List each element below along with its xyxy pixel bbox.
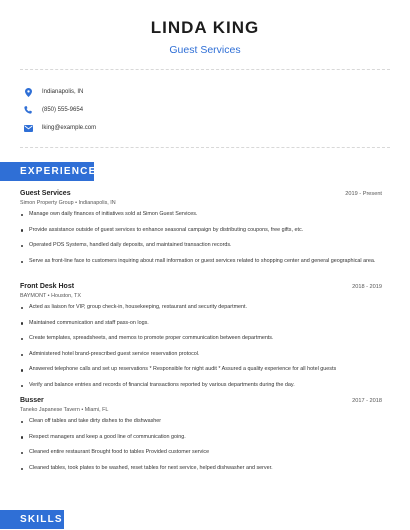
job-location: Miami, FL: [84, 407, 109, 413]
job-title: Busser: [20, 397, 44, 404]
email-text: lking@example.com: [42, 125, 97, 131]
bullet-item: Respect managers and keep a good line of communication going.: [20, 434, 382, 442]
job-meta: Simon Property Group • Indianapolis, IN: [20, 200, 116, 206]
resume-header: [0, 0, 410, 56]
bullet-item: Acted as liaison for VIP, group check-in, housekeeping, restaurant and security department.: [20, 304, 382, 312]
contact-location: [20, 83, 96, 101]
candidate-name: LINDA KING: [150, 18, 260, 37]
contact-email: [20, 119, 96, 137]
email-icon: [23, 123, 33, 133]
bullet-item: Provide assistance outside of guest services to enhance seasonal campaign by distributing coupons, free gifts, etc.: [20, 227, 382, 235]
divider: [20, 69, 390, 70]
divider: [20, 147, 390, 148]
job-title: Guest Services: [20, 190, 71, 197]
phone-text: (850) 555-9654: [42, 107, 84, 113]
company-name: BAYMONT: [20, 293, 47, 299]
phone-icon: [23, 105, 33, 115]
job-bullets: [20, 211, 382, 265]
job-entry: [20, 397, 382, 480]
job-bullets: [20, 418, 382, 472]
bullet-item: Administered hotel brand-prescribed guest service reservation protocol.: [20, 351, 382, 359]
bullet-item: Cleaned tables, took plates to be washed, reset tables for next service, helped dishwasher and server.: [20, 465, 382, 473]
bullet-item: Cleaned entire restaurant Brought food to tables Provided customer service: [20, 449, 382, 457]
bullet-item: Operated POS Systems, handled daily deposits, and maintained transaction records.: [20, 242, 382, 250]
job-dates: 2019 - Present: [345, 191, 382, 197]
contact-info: [20, 83, 96, 137]
job-dates: 2018 - 2019: [352, 284, 382, 290]
location-text: Indianapolis, IN: [42, 89, 84, 95]
job-meta: BAYMONT • Houston, TX: [20, 293, 81, 299]
bullet-item: Clean off tables and take dirty dishes to the dishwasher: [20, 418, 382, 426]
bullet-item: Manage own daily finances of initiatives sold at Simon Guest Services.: [20, 211, 382, 219]
job-location: Indianapolis, IN: [78, 200, 116, 206]
job-title: Front Desk Host: [20, 283, 75, 290]
job-location: Houston, TX: [51, 293, 81, 299]
bullet-item: Create templates, spreadsheets, and memos to promote proper communication between departments.: [20, 335, 382, 343]
bullet-item: Serve as front-line face to customers inquiring about mall information or guest services related to shopping center and general geographical area.: [20, 258, 382, 266]
job-meta: Taneko Japanese Tavern • Miami, FL: [20, 407, 109, 413]
job-dates: 2017 - 2018: [352, 398, 382, 404]
location-pin-icon: [23, 87, 33, 97]
candidate-role: Guest Services: [169, 44, 241, 56]
bullet-item: Maintained communication and staff pass-on logs.: [20, 320, 382, 328]
contact-phone: [20, 101, 96, 119]
job-entry: [20, 283, 382, 398]
section-heading-skills: SKILLS: [0, 510, 64, 529]
section-heading-experience: EXPERIENCE: [0, 162, 94, 181]
company-name: Taneko Japanese Tavern: [20, 407, 80, 413]
bullet-item: Verify and balance entries and records of financial transactions reported by various departments during the day.: [20, 382, 382, 390]
job-bullets: [20, 304, 382, 390]
job-entry: [20, 190, 382, 273]
bullet-item: Answered telephone calls and set up reservations * Responsible for night audit * Assured a quality experience for all hotel guests: [20, 366, 382, 374]
company-name: Simon Property Group: [20, 200, 74, 206]
